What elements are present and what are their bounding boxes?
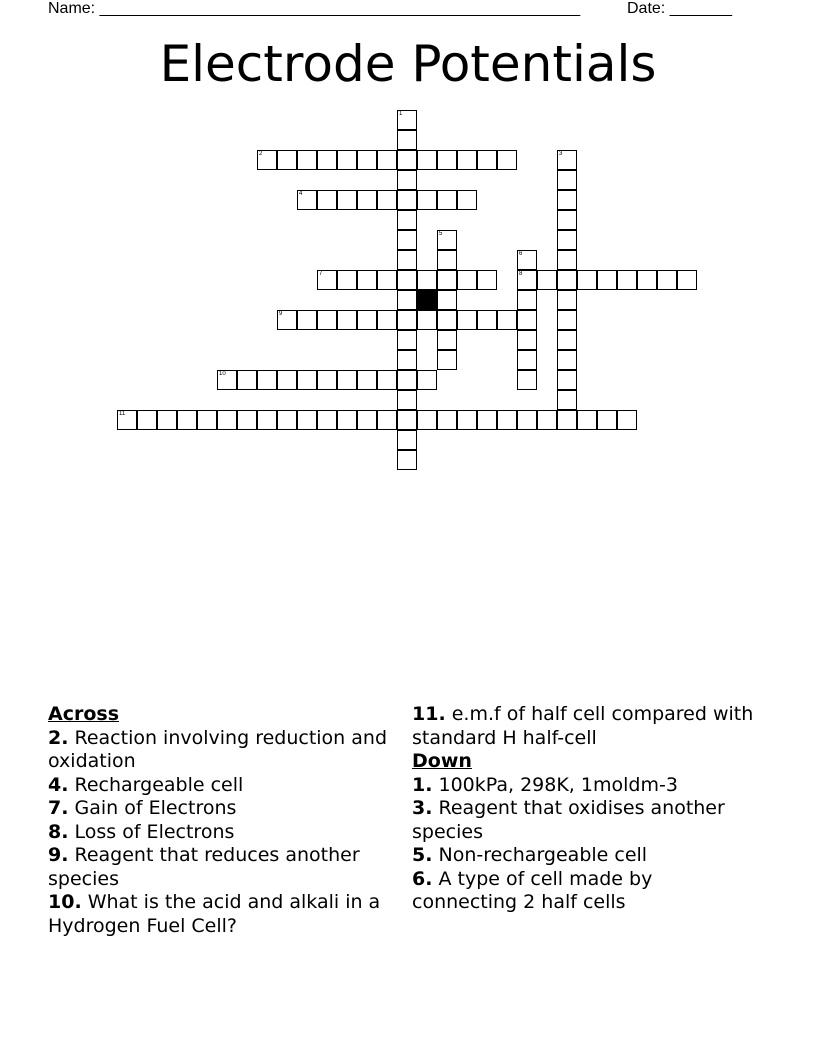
grid-cell[interactable] (497, 310, 517, 330)
grid-cell[interactable] (197, 410, 217, 430)
grid-cell[interactable] (477, 270, 497, 290)
cell-number: 7 (319, 271, 323, 277)
grid-cell[interactable] (437, 250, 457, 270)
grid-cell[interactable] (457, 150, 477, 170)
grid-cell[interactable] (437, 230, 457, 250)
grid-cell[interactable] (557, 370, 577, 390)
grid-cell[interactable] (397, 170, 417, 190)
grid-cell[interactable] (117, 410, 137, 430)
grid-cell[interactable] (257, 150, 277, 170)
grid-cell[interactable] (557, 230, 577, 250)
grid-black-cell (417, 290, 437, 310)
clue-text: A type of cell made by connecting 2 half cells (412, 867, 653, 913)
grid-cell[interactable] (297, 150, 317, 170)
grid-cell[interactable] (397, 330, 417, 350)
grid-cell[interactable] (337, 370, 357, 390)
clue-item (412, 703, 762, 750)
grid-cell[interactable] (457, 190, 477, 210)
grid-cell[interactable] (397, 430, 417, 450)
grid-cell[interactable] (477, 410, 497, 430)
grid-cell[interactable] (297, 410, 317, 430)
clue-item (412, 844, 762, 868)
clue-text: e.m.f of half cell compared with standard H half-cell (412, 703, 754, 749)
clue-number: 11. (412, 703, 446, 725)
grid-cell[interactable] (317, 310, 337, 330)
cell-number: 3 (559, 151, 563, 157)
grid-cell[interactable] (177, 410, 197, 430)
clue-item (412, 774, 762, 798)
grid-cell[interactable] (277, 150, 297, 170)
grid-cell[interactable] (357, 190, 377, 210)
grid-cell[interactable] (237, 410, 257, 430)
clue-item (412, 868, 762, 915)
grid-cell[interactable] (557, 310, 577, 330)
grid-cell[interactable] (497, 410, 517, 430)
grid-cell[interactable] (417, 370, 437, 390)
grid-cell[interactable] (637, 270, 657, 290)
grid-cell[interactable] (337, 410, 357, 430)
grid-cell[interactable] (417, 190, 437, 210)
grid-cell[interactable] (557, 330, 577, 350)
cell-number: 1 (399, 111, 403, 117)
clue-number: 1. (412, 773, 433, 796)
grid-cell[interactable] (557, 150, 577, 170)
grid-cell[interactable] (657, 270, 677, 290)
grid-cell[interactable] (577, 270, 597, 290)
cell-number: 5 (439, 231, 443, 237)
grid-cell[interactable] (417, 150, 437, 170)
grid-cell[interactable] (517, 290, 537, 310)
grid-cell[interactable] (137, 410, 157, 430)
clue-number: 9. (48, 844, 69, 866)
clues-right-column (412, 703, 762, 915)
clue-text: Rechargeable cell (68, 773, 244, 796)
grid-cell[interactable] (277, 370, 297, 390)
cell-number: 4 (299, 191, 303, 197)
grid-cell[interactable] (397, 150, 417, 170)
grid-cell[interactable] (477, 310, 497, 330)
clue-item (48, 844, 398, 891)
grid-cell[interactable] (417, 310, 437, 330)
grid-cell[interactable] (377, 410, 397, 430)
grid-cell[interactable] (157, 410, 177, 430)
grid-cell[interactable] (397, 110, 417, 130)
grid-cell[interactable] (317, 370, 337, 390)
across-clue-list (48, 727, 398, 939)
grid-cell[interactable] (597, 410, 617, 430)
grid-cell[interactable] (317, 190, 337, 210)
grid-cell[interactable] (557, 170, 577, 190)
grid-cell[interactable] (517, 350, 537, 370)
grid-cell[interactable] (557, 350, 577, 370)
grid-cell[interactable] (537, 270, 557, 290)
grid-cell[interactable] (537, 410, 557, 430)
clue-text: Loss of Electrons (68, 820, 235, 843)
grid-cell[interactable] (297, 190, 317, 210)
grid-cell[interactable] (457, 310, 477, 330)
clue-text: Gain of Electrons (68, 797, 237, 819)
grid-cell[interactable] (557, 290, 577, 310)
name-line: Name: ______________________________________________________ (48, 0, 581, 17)
grid-cell[interactable] (357, 150, 377, 170)
grid-cell[interactable] (377, 370, 397, 390)
grid-cell[interactable] (497, 150, 517, 170)
grid-cell[interactable] (397, 450, 417, 470)
grid-cell[interactable] (397, 410, 417, 430)
cell-number: 10 (219, 371, 226, 377)
cell-number: 6 (519, 251, 523, 257)
cell-number: 9 (279, 311, 283, 317)
grid-cell[interactable] (557, 270, 577, 290)
grid-cell[interactable] (317, 150, 337, 170)
grid-cell[interactable] (517, 370, 537, 390)
grid-cell[interactable] (357, 410, 377, 430)
grid-cell[interactable] (437, 410, 457, 430)
crossword-grid (0, 0, 816, 500)
grid-cell[interactable] (417, 410, 437, 430)
grid-cell[interactable] (397, 250, 417, 270)
grid-cell[interactable] (337, 150, 357, 170)
clue-number: 6. (412, 867, 433, 890)
grid-cell[interactable] (377, 310, 397, 330)
grid-cell[interactable] (277, 310, 297, 330)
grid-cell[interactable] (557, 210, 577, 230)
grid-cell[interactable] (677, 270, 697, 290)
clue-item (412, 797, 762, 844)
across-heading: Across (48, 703, 120, 725)
grid-cell[interactable] (517, 270, 537, 290)
clue-item (48, 797, 398, 821)
across-clue-list-continued (412, 703, 762, 750)
grid-cell[interactable] (357, 370, 377, 390)
grid-cell[interactable] (397, 230, 417, 250)
grid-cell[interactable] (397, 310, 417, 330)
clue-text: Reagent that reduces another species (48, 844, 360, 890)
grid-cell[interactable] (397, 130, 417, 150)
grid-cell[interactable] (557, 390, 577, 410)
cell-number: 8 (519, 271, 523, 277)
grid-cell[interactable] (337, 190, 357, 210)
grid-cell[interactable] (257, 370, 277, 390)
grid-cell[interactable] (397, 390, 417, 410)
clue-item (48, 727, 398, 774)
grid-cell[interactable] (517, 410, 537, 430)
grid-cell[interactable] (517, 330, 537, 350)
grid-cell[interactable] (297, 310, 317, 330)
clue-number: 4. (48, 773, 69, 796)
grid-cell[interactable] (217, 410, 237, 430)
clue-item (48, 821, 398, 845)
clue-number: 8. (48, 820, 69, 843)
grid-cell[interactable] (437, 190, 457, 210)
clue-number: 2. (48, 726, 69, 749)
grid-cell[interactable] (397, 270, 417, 290)
grid-cell[interactable] (617, 270, 637, 290)
grid-cell[interactable] (397, 370, 417, 390)
grid-cell[interactable] (217, 370, 237, 390)
clue-number: 7. (48, 797, 69, 819)
grid-cell[interactable] (597, 270, 617, 290)
grid-cell[interactable] (457, 410, 477, 430)
grid-cell[interactable] (397, 190, 417, 210)
grid-cell[interactable] (377, 150, 397, 170)
grid-cell[interactable] (437, 330, 457, 350)
grid-cell[interactable] (377, 190, 397, 210)
grid-cell[interactable] (277, 410, 297, 430)
grid-cell[interactable] (437, 290, 457, 310)
grid-cell[interactable] (337, 270, 357, 290)
grid-cell[interactable] (397, 350, 417, 370)
clue-text: 100kPa, 298K, 1moldm-3 (432, 773, 678, 796)
clue-number: 10. (48, 891, 82, 913)
grid-cell[interactable] (397, 210, 417, 230)
grid-cell[interactable] (317, 410, 337, 430)
grid-cell[interactable] (437, 270, 457, 290)
clue-item (48, 891, 398, 938)
grid-cell[interactable] (357, 270, 377, 290)
grid-cell[interactable] (437, 350, 457, 370)
clue-number: 5. (412, 844, 433, 866)
grid-cell[interactable] (517, 310, 537, 330)
grid-cell[interactable] (337, 310, 357, 330)
clues-left-column (48, 703, 398, 938)
grid-cell[interactable] (317, 270, 337, 290)
clue-number: 3. (412, 797, 433, 819)
grid-cell[interactable] (557, 410, 577, 430)
clue-text: What is the acid and alkali in a Hydrogen Fuel Cell? (48, 891, 381, 937)
grid-cell[interactable] (257, 410, 277, 430)
grid-cell[interactable] (357, 310, 377, 330)
grid-cell[interactable] (417, 270, 437, 290)
grid-cell[interactable] (477, 150, 497, 170)
clue-text: Reaction involving reduction and oxidation (48, 726, 387, 772)
cell-number: 2 (259, 151, 263, 157)
grid-cell[interactable] (297, 370, 317, 390)
grid-cell[interactable] (237, 370, 257, 390)
date-line: Date: _______ (627, 0, 732, 17)
clue-text: Reagent that oxidises another species (412, 797, 725, 843)
grid-cell[interactable] (517, 250, 537, 270)
down-clue-list (412, 774, 762, 915)
grid-cell[interactable] (577, 410, 597, 430)
clue-item (48, 774, 398, 798)
grid-cell[interactable] (617, 410, 637, 430)
down-heading: Down (412, 750, 472, 772)
cell-number: 11 (119, 411, 126, 417)
grid-cell[interactable] (457, 270, 477, 290)
page-title: Electrode Potentials (159, 35, 657, 93)
grid-cell[interactable] (397, 290, 417, 310)
grid-cell[interactable] (557, 250, 577, 270)
grid-cell[interactable] (557, 190, 577, 210)
grid-cell[interactable] (437, 310, 457, 330)
grid-cell[interactable] (377, 270, 397, 290)
grid-cell[interactable] (437, 150, 457, 170)
clue-text: Non-rechargeable cell (432, 844, 648, 866)
